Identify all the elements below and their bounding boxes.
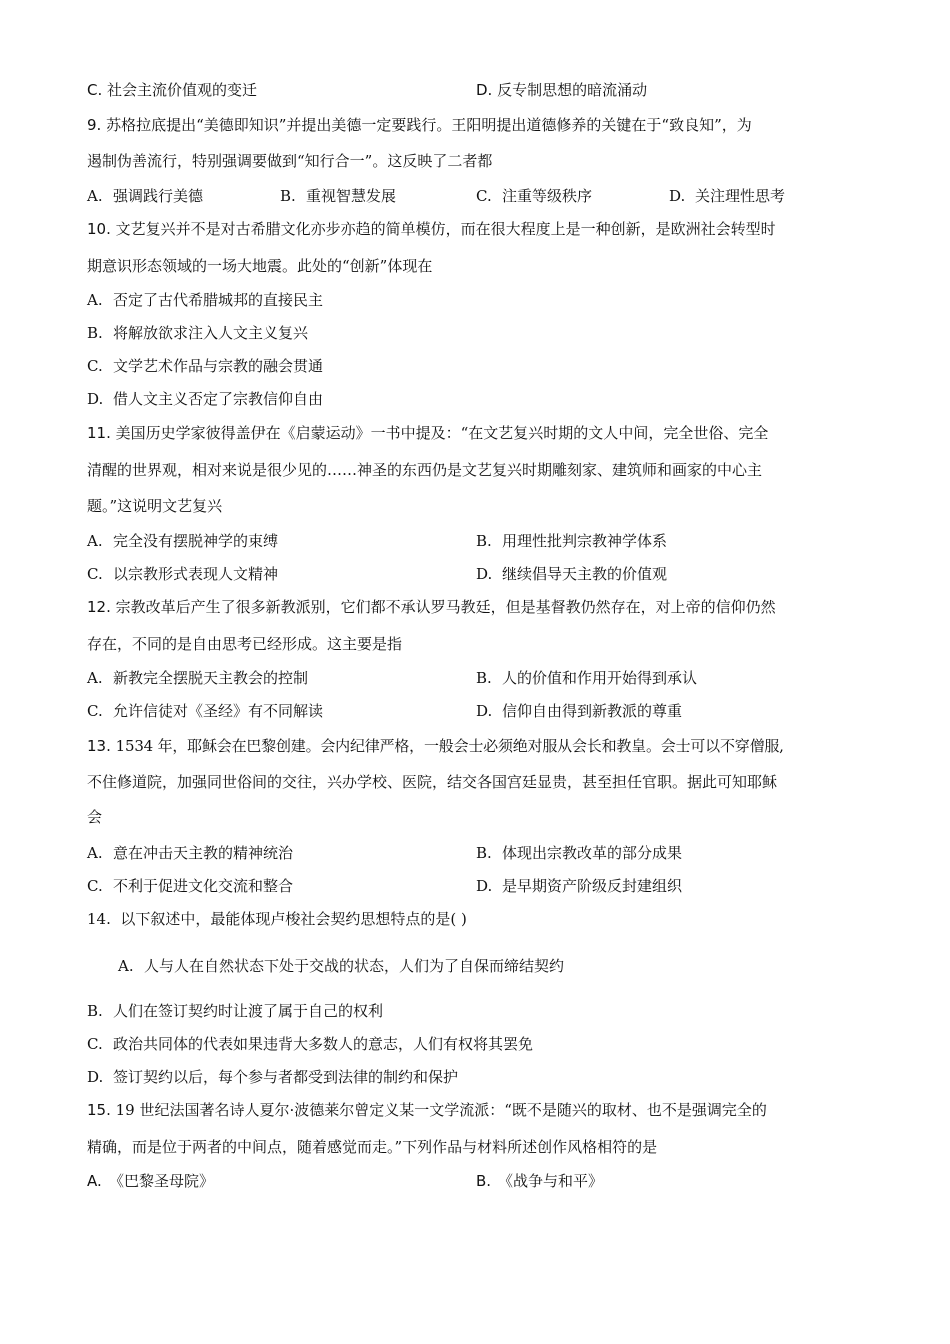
q11-number: 11. bbox=[87, 424, 111, 442]
q10-option-d: D. 借人文主义否定了宗教信仰自由 bbox=[87, 390, 324, 408]
q10-option-a: A. 否定了古代希腊城邦的直接民主 bbox=[87, 291, 324, 309]
q10-number: 10. bbox=[87, 220, 111, 238]
q12-stem-line-2: 存在，不同的是自由思考已经形成。这主要是指 bbox=[87, 635, 403, 653]
q11-option-a: A. 完全没有摆脱神学的束缚 bbox=[87, 532, 279, 550]
q15-stem-line-1 bbox=[87, 1100, 767, 1120]
q15-option-a: A. 《巴黎圣母院》 bbox=[87, 1172, 215, 1190]
q13-option-d: D. 是早期资产阶级反封建组织 bbox=[476, 877, 683, 895]
q12-option-d: D. 信仰自由得到新教派的尊重 bbox=[476, 702, 683, 720]
q12-option-b: B. 人的价值和作用开始得到承认 bbox=[476, 669, 698, 687]
q12-stem-line-1 bbox=[87, 597, 776, 617]
q9-stem-line-1 bbox=[87, 115, 752, 135]
q9-number: 9. bbox=[87, 116, 102, 134]
q11-stem-line-3: 题。”这说明文艺复兴 bbox=[87, 497, 223, 515]
q9-stem-line-2: 遏制伪善流行，特别强调要做到“知行合一”。这反映了二者都 bbox=[87, 152, 493, 170]
q12-option-c: C. 允许信徒对《圣经》有不同解读 bbox=[87, 702, 324, 720]
q11-option-c: C. 以宗教形式表现人文精神 bbox=[87, 565, 279, 583]
q11-option-d: D. 继续倡导天主教的价值观 bbox=[476, 565, 668, 583]
q15-stem-text-1: 19 世纪法国著名诗人夏尔·波德莱尔曾定义某一文学流派：“既不是随兴的取材、也不是强调完全的 bbox=[115, 1101, 767, 1119]
q13-stem-line-3: 会 bbox=[87, 808, 103, 826]
q13-stem-line-1 bbox=[87, 736, 784, 756]
q14-option-c: C. 政治共同体的代表如果违背大多数人的意志，人们有权将其罢免 bbox=[87, 1035, 534, 1053]
q10-stem-line-2: 期意识形态领域的一场大地震。此处的“创新”体现在 bbox=[87, 257, 433, 275]
q13-number: 13. bbox=[87, 737, 111, 755]
q14-stem-line-1 bbox=[87, 909, 467, 929]
q14-option-a: A. 人与人在自然状态下处于交战的状态，人们为了自保而缔结契约 bbox=[118, 957, 565, 975]
q8-option-d: D. 反专制思想的暗流涌动 bbox=[476, 81, 648, 99]
q13-stem-text-1: 1534 年，耶稣会在巴黎创建。会内纪律严格，一般会士必须绝对服从会长和教皇。会士可以不穿僧服, bbox=[115, 737, 784, 755]
q10-stem-text-1: 文艺复兴并不是对古希腊文化亦步亦趋的简单模仿，而在很大程度上是一种创新，是欧洲社会转型时 bbox=[115, 220, 776, 238]
q13-option-b: B. 体现出宗教改革的部分成果 bbox=[476, 844, 683, 862]
q13-stem-line-2: 不住修道院，加强同世俗间的交往，兴办学校、医院，结交各国宫廷显贵，甚至担任官职。据此可知耶稣 bbox=[87, 773, 778, 791]
q15-stem-line-2: 精确，而是位于两者的中间点，随着感觉而走。”下列作品与材料所述创作风格相符的是 bbox=[87, 1138, 658, 1156]
q12-option-a: A. 新教完全摆脱天主教会的控制 bbox=[87, 669, 309, 687]
q12-number: 12. bbox=[87, 598, 111, 616]
q14-option-d: D. 签订契约以后，每个参与者都受到法律的制约和保护 bbox=[87, 1068, 459, 1086]
q11-option-b: B. 用理性批判宗教神学体系 bbox=[476, 532, 668, 550]
q9-option-d: D. 关注理性思考 bbox=[669, 187, 786, 205]
q11-stem-line-1 bbox=[87, 423, 768, 443]
q13-option-a: A. 意在冲击天主教的精神统治 bbox=[87, 844, 294, 862]
q12-stem-text-1: 宗教改革后产生了很多新教派别，它们都不承认罗马教廷，但是基督教仍然存在，对上帝的信仰仍然 bbox=[115, 598, 776, 616]
q11-stem-text-1: 美国历史学家彼得盖伊在《启蒙运动》一书中提及：“在文艺复兴时期的文人中间，完全世俗、完全 bbox=[115, 424, 769, 442]
q9-option-c: C. 注重等级秩序 bbox=[476, 187, 593, 205]
q9-option-b: B. 重视智慧发展 bbox=[280, 187, 397, 205]
q15-number: 15. bbox=[87, 1101, 111, 1119]
q15-option-b: B. 《战争与和平》 bbox=[476, 1172, 604, 1190]
q9-stem-text-1: 苏格拉底提出“美德即知识”并提出美德一定要践行。王阳明提出道德修养的关键在于“致良知”，为 bbox=[106, 116, 752, 134]
q10-option-b: B. 将解放欲求注入人文主义复兴 bbox=[87, 324, 309, 342]
q11-stem-line-2: 清醒的世界观，相对来说是很少见的……神圣的东西仍是文艺复兴时期雕刻家、建筑师和画家的中心主 bbox=[87, 461, 763, 479]
q10-stem-line-1 bbox=[87, 219, 776, 239]
q13-option-c: C. 不利于促进文化交流和整合 bbox=[87, 877, 294, 895]
q14-number: 14. bbox=[87, 910, 111, 928]
q10-option-c: C. 文学艺术作品与宗教的融会贯通 bbox=[87, 357, 324, 375]
q8-option-c: C. 社会主流价值观的变迁 bbox=[87, 81, 258, 99]
q14-stem-text-1: 以下叙述中，最能体现卢梭社会契约思想特点的是( ) bbox=[120, 910, 467, 928]
q9-option-a: A. 强调践行美德 bbox=[87, 187, 204, 205]
q14-option-b: B. 人们在签订契约时让渡了属于自己的权利 bbox=[87, 1002, 384, 1020]
